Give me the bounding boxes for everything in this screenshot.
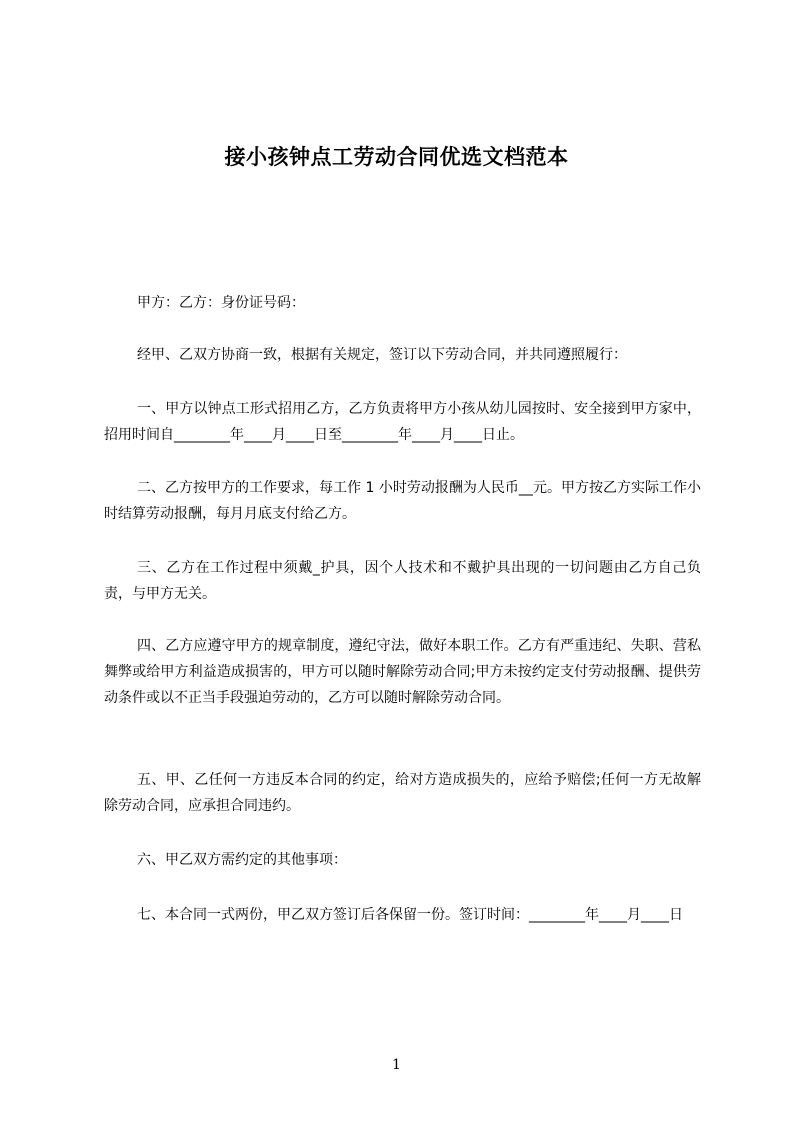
- paragraph-clause-4: 四、乙方应遵守甲方的规章制度，遵纪守法，做好本职工作。乙方有严重违纪、失职、营私舞弊或给甲方利益造成损害的，甲方可以随时解除劳动合同;甲方未按约定支付劳动报酬、提供劳动条件或以不正当手段强迫劳动的，乙方可以随时解除劳动合同。: [104, 638, 701, 706]
- paragraph-clause-3: 三、乙方在工作过程中须戴_护具，因个人技术和不戴护具出现的一切问题由乙方自己负责，与甲方无关。: [104, 560, 701, 602]
- paragraph-clause-5: 五、甲、乙任何一方违反本合同的约定，给对方造成损失的，应给予赔偿;任何一方无故解除劳动合同，应承担合同违约。: [104, 772, 701, 814]
- page-number: 1: [392, 1057, 401, 1073]
- paragraph-preamble: 经甲、乙双方协商一致，根据有关规定，签订以下劳动合同，并共同遵照履行：: [137, 347, 627, 363]
- paragraph-clause-1: 一、甲方以钟点工形式招用乙方，乙方负责将甲方小孩从幼儿园按时、安全接到甲方家中，招用时间自________年____月____日至________年____月____日止。: [104, 401, 701, 443]
- paragraph-clause-7: 七、本合同一式两份，甲乙双方签订后各保留一份。签订时间：________年____月____日: [137, 907, 683, 923]
- paragraph-parties: 甲方：乙方：身份证号码：: [137, 295, 305, 311]
- paragraph-clause-6: 六、甲乙双方需约定的其他事项：: [137, 852, 347, 868]
- paragraph-clause-2: 二、乙方按甲方的工作要求，每工作 1 小时劳动报酬为人民币__元。甲方按乙方实际工作小时结算劳动报酬，每月月底支付给乙方。: [104, 480, 701, 522]
- document-title: 接小孩钟点工劳动合同优选文档范本: [224, 145, 569, 169]
